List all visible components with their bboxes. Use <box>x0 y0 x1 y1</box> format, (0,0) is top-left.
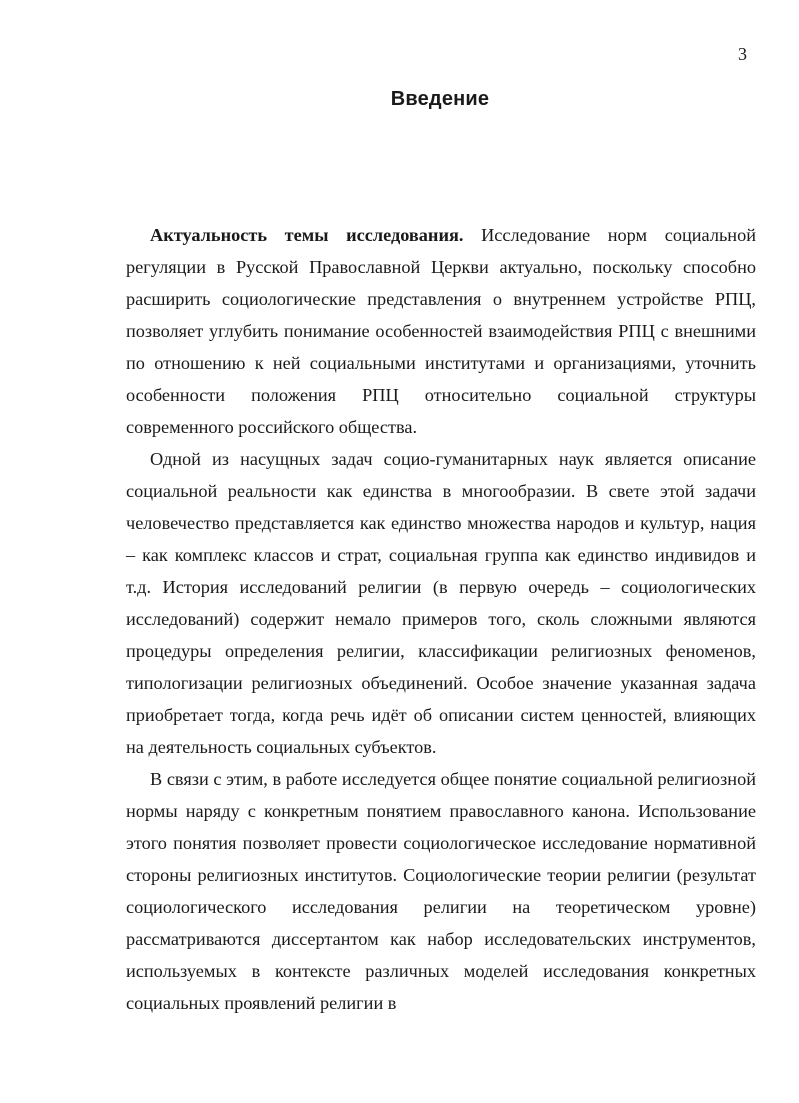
paragraph-task: Одной из насущных задач социо-гуманитарных наук является описание социальной реальности как единства в многообразии. В свете этой задачи человечество представляется как единство множества народов и культур, нация – как комплекс классов и страт, социальная группа как единство индивидов и т.д. История исследований религии (в первую очередь – социологических исследований) содержит немало примеров того, сколь сложными являются процедуры определения религии, классификации религиозных феноменов, типологизации религиозных объединений. Особое значение указанная задача приобретает тогда, когда речь идёт об описании систем ценностей, влияющих на деятельность социальных субъектов. <box>126 449 756 757</box>
paragraph-norm: В связи с этим, в работе исследуется общее понятие социальной религиозной нормы наряду с конкретным понятием православного канона. Использование этого понятия позволяет провести социологическое исследование нормативной стороны религиозных институтов. Социологические теории религии (результат социологического исследования религии на теоретическом уровне) рассматриваются диссертантом как набор исследовательских инструментов, используемых в контексте различных моделей исследования конкретных социальных проявлений религии в <box>126 769 756 1013</box>
paragraph-lead-in: Актуальность темы исследования. <box>150 225 464 245</box>
page-title: Введение <box>390 88 490 110</box>
body-text <box>126 219 756 1019</box>
paragraph-relevance <box>126 219 756 443</box>
paragraph-text: Исследование норм социальной регуляции в Русской Православной Церкви актуально, поскольку способно расширить социологические представления о внутреннем устройстве РПЦ, позволяет углубить понимание особенностей взаимодействия РПЦ с внешними по отношению к ней социальными институтами и организациями, уточнить особенности положения РПЦ относительно социальной структуры современного российского общества. <box>126 225 757 437</box>
page-number: 3 <box>738 44 747 64</box>
